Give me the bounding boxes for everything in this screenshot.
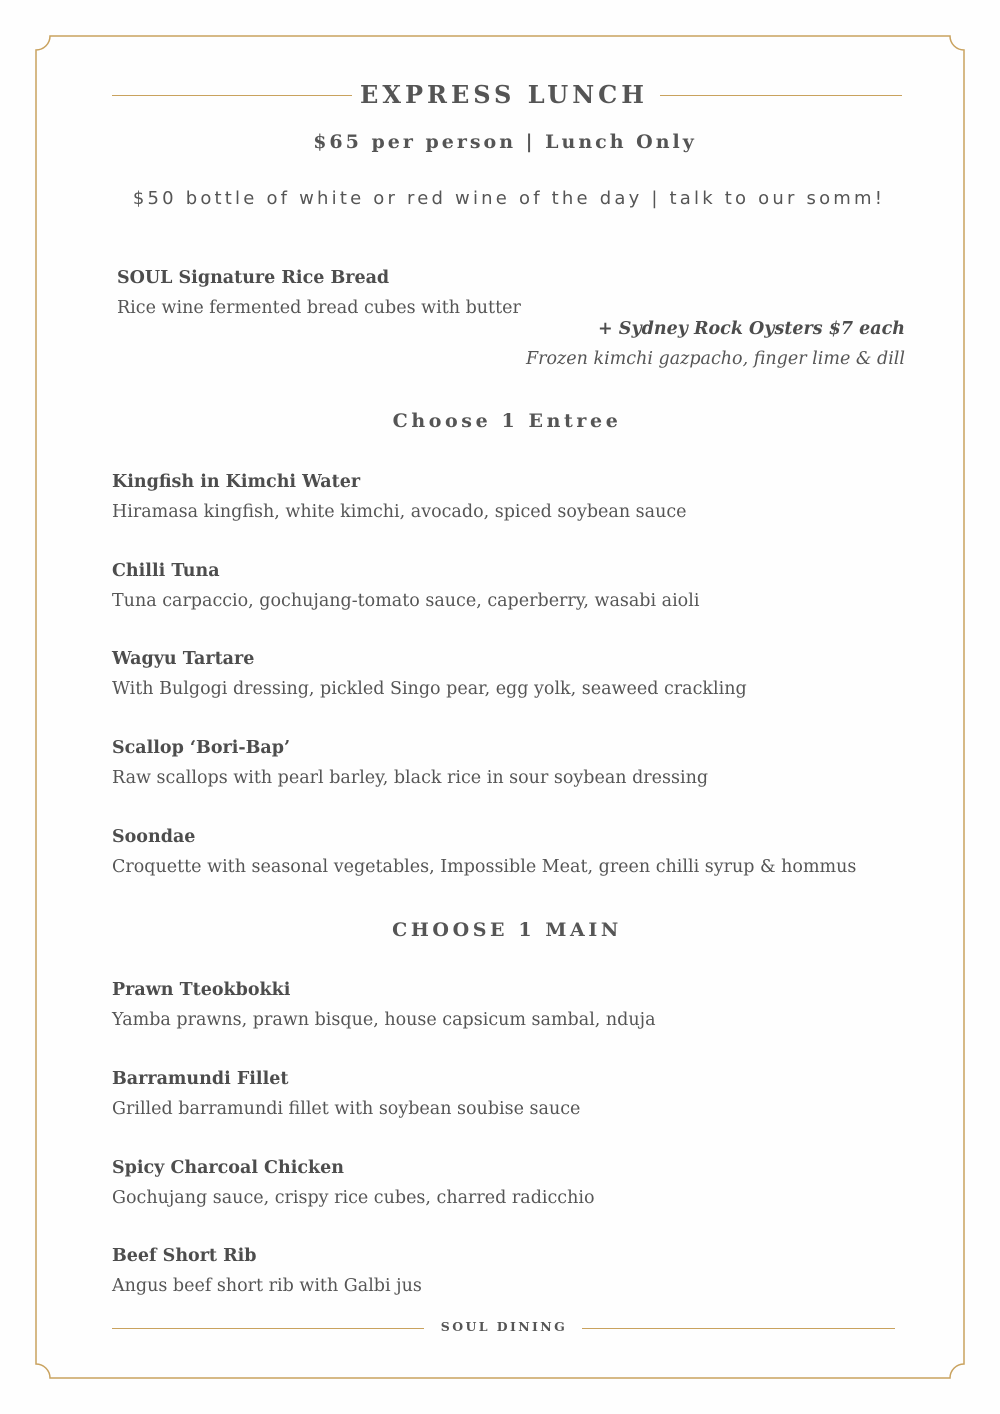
item-desc: Tuna carpaccio, gochujang-tomato sauce, caperberry, wasabi aioli xyxy=(112,591,700,611)
menu-item xyxy=(112,1244,422,1298)
item-name: Kingfish in Kimchi Water xyxy=(112,472,361,492)
menu-subtitle: $65 per person | Lunch Only xyxy=(313,131,697,153)
addon-desc: Frozen kimchi gazpacho, finger lime & dill xyxy=(526,349,905,369)
item-desc: Yamba prawns, prawn bisque, house capsicum sambal, nduja xyxy=(112,1010,656,1030)
item-name: Prawn Tteokbokki xyxy=(112,980,291,1000)
menu-item xyxy=(112,1156,595,1210)
main-heading: CHOOSE 1 MAIN xyxy=(392,919,622,941)
item-name: Scallop ‘Bori-Bap’ xyxy=(112,738,291,758)
item-desc: Grilled barramundi fillet with soybean soubise sauce xyxy=(112,1099,581,1119)
menu-item xyxy=(112,1067,580,1121)
wine-note: $50 bottle of white or red wine of the day | talk to our somm! xyxy=(132,188,886,209)
menu-item xyxy=(112,470,687,524)
menu-title: EXPRESS LUNCH xyxy=(360,80,648,109)
menu-item xyxy=(112,825,856,879)
menu-item xyxy=(112,978,656,1032)
addon-item xyxy=(526,317,905,371)
item-name: Soondae xyxy=(112,827,196,847)
item-desc: Croquette with seasonal vegetables, Impossible Meat, green chilli syrup & hommus xyxy=(112,857,857,877)
footer-brand: SOUL DINING xyxy=(440,1319,568,1334)
addon-name: + Sydney Rock Oysters $7 each xyxy=(598,319,905,339)
item-desc: Rice wine fermented bread cubes with butter xyxy=(117,298,521,318)
menu-item xyxy=(112,736,708,790)
item-name: Wagyu Tartare xyxy=(112,649,255,669)
bread-item xyxy=(117,266,521,320)
item-desc: Gochujang sauce, crispy rice cubes, charred radicchio xyxy=(112,1188,595,1208)
item-desc: With Bulgogi dressing, pickled Singo pear, egg yolk, seaweed crackling xyxy=(112,679,747,699)
item-name: SOUL Signature Rice Bread xyxy=(117,268,390,288)
item-desc: Raw scallops with pearl barley, black rice in sour soybean dressing xyxy=(112,768,709,788)
menu-item xyxy=(112,559,699,613)
item-name: Spicy Charcoal Chicken xyxy=(112,1158,344,1178)
item-desc: Hiramasa kingfish, white kimchi, avocado, spiced soybean sauce xyxy=(112,502,687,522)
item-name: Chilli Tuna xyxy=(112,561,220,581)
item-desc: Angus beef short rib with Galbi jus xyxy=(112,1276,422,1296)
entree-heading: Choose 1 Entree xyxy=(392,410,622,432)
item-name: Barramundi Fillet xyxy=(112,1069,289,1089)
item-name: Beef Short Rib xyxy=(112,1246,257,1266)
menu-item xyxy=(112,647,747,701)
